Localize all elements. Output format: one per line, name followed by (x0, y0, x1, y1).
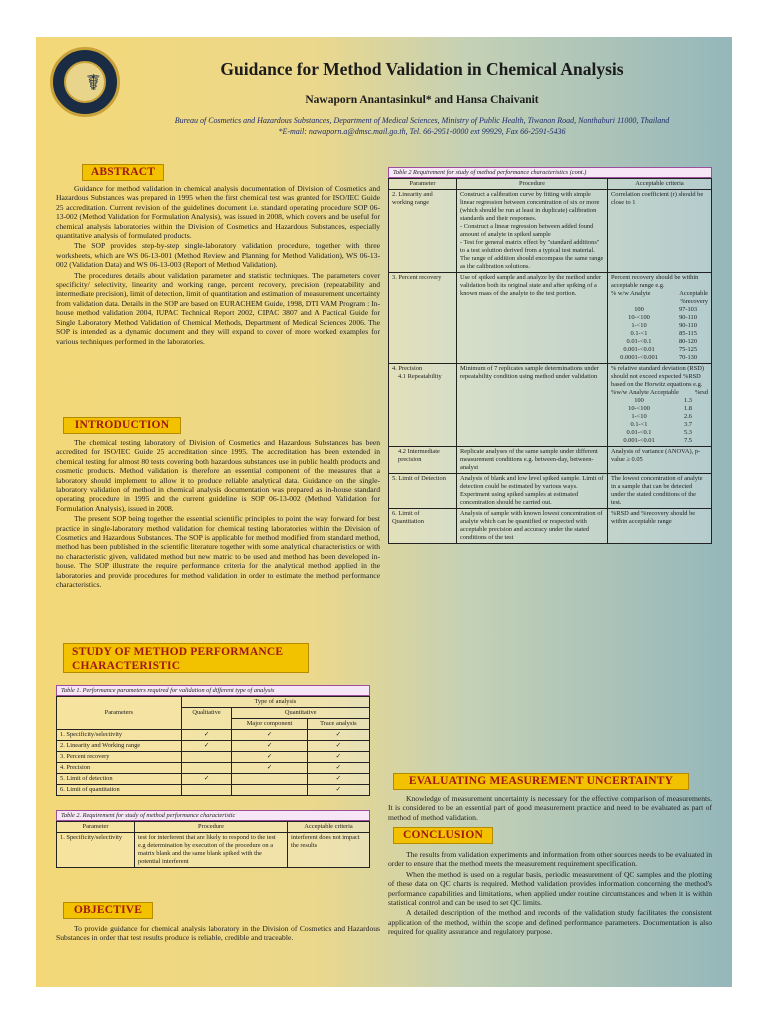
objective-heading: OBJECTIVE (63, 902, 153, 919)
abstract-paragraph-1: Guidance for method validation in chemical analysis documentation of Division of Cosmetics and Hazardous Substances was prepared in 1995 when the first chemical test was granted for ISO/IEC Guide 25 accreditation. Current revision of the guidelines document i.e. standard operating procedure SOP 06-13-002 (Method Validation for Formulation Analysis), was issued in 2008, which covers and be useful for chemical analysis laboratories within the Division of Cosmetics and Hazardous Substances, especially quantitative analysis of formulated products. (56, 184, 380, 241)
objective-body (56, 924, 380, 944)
recovery-row: 0.001-<0.01 75-125 (623, 346, 698, 353)
poster-title: Guidance for Method Validation in Chemical Analysis (220, 59, 624, 79)
table2-cont-grid: Parameter Procedure Acceptable criteria 2. Linearity and working range Construct a calibration curve by fitting with simple linear regression between concentration of six or more (which should be run at least in duplicate) calibration standards and their responses. - Construct a linear regression between added found amount of analyte in spiked sample - Test for general matrix effect by "standard additions" to a test solution derived from a typical test material. The range of addition should encompass the same range as the calibration solutions. Correlation coefficient (r) should be close to 1 3. Percent recovery Use of spiked sample and analyze by the method under validation both its original state and after spiking of a known mass of the analyte to the test portion. Percent recovery should be within acceptable range e.g. % w/w Analyte Acceptable %recovery 100 97-103 10-<100 90-110 1-<10 90-110 0.1-<1 85-115 0.01-<0.1 80-120 0.001-<0.01 75-125 0.0001-<0.001 70-130 4. Precision 4.1 Repeatability Minimum of 7 replicates sample determinations under repeatability condition using method under validation % relative standard deviation (RSD) should not exceed expected %RSD based on the Horwitz equations e.g. %w/w Analyte Acceptable %rsd 100 1.3 10-<100 1.8 1-<10 2.6 0.1-<1 3.7 0.01-<0.1 5.3 0.001-<0.01 7.5 4.2 Intermediate precision Replicate analyses of the same sample under different measurement conditions e.g. between-day, between-analyst Analysis of variance (ANOVA), p-value ≥ 0.05 5. Limit of Detection Analysis of blank and low level spiked sample. Limit of detection could be estimated by various ways. Experiment using spiked samples at estimated concentration should be carried out. The lowest concentration of analyte in a sample that can be detected under the stated conditions of the test. 6. Limit of Quantitation Analysis of sample with known lowest concentration of analyte which can be quantified or respected with acceptable precision and accuracy under the stated conditions of the test %RSD and %recovery should be within acceptable range (388, 178, 712, 544)
conclusion-body (388, 850, 712, 982)
table-row: 3. Percent recovery ✓ ✓ (57, 752, 370, 763)
rsd-row: 10-<100 1.8 (628, 405, 692, 412)
table-row: 3. Percent recovery Use of spiked sample and analyze by the method under validation both its original state and after spiking of a known mass of the analyte to the test portion. Percent recovery should be within acceptable range e.g. % w/w Analyte Acceptable %recovery 100 97-103 10-<100 90-110 1-<10 90-110 0.1-<1 85-115 0.01-<0.1 80-120 0.001-<0.01 75-125 0.0001-<0.001 70-130 (389, 273, 712, 364)
table1-header-qualitative: Qualitative (181, 708, 232, 730)
table-row: 6. Limit of quantitation ✓ (57, 785, 370, 796)
table1-header-trace: Trace analysis (307, 719, 369, 730)
conclusion-paragraph-2: When the method is used on a regular basis, periodic measurement of QC samples and the plotting of these data on QC charts is required. Method validation provides information concerning the method's performance capabilities and limitations, when applied under routine circumstances and when it is within statistical control and can be used to set QC limits. (388, 869, 712, 908)
recovery-row: 0.1-<1 85-115 (630, 330, 697, 337)
abstract-paragraph-2: The SOP provides step-by-step single-laboratory validation procedure, together with three worksheets, which are WS 06-13-001 (Method Review and Planning for Method Validation), WS 06-13-002 (Validation Data) and WS 06-13-003 (Report of Method Validation). (56, 241, 380, 270)
introduction-body (56, 438, 380, 632)
table-row: 1. Specificity/selectivity test for interferent that are likely to respond to the test e.g determination by execution of the procedure on a matrix blank and the same blank spiked with the potential interferent interferent does not impact the results (57, 833, 370, 868)
recovery-rows (611, 306, 708, 362)
table-row: 5. Limit of detection ✓ ✓ (57, 774, 370, 785)
rsd-row: 0.001-<0.01 7.5 (623, 437, 692, 444)
table-row: 1. Specificity/selectivity ✓ ✓ ✓ (57, 730, 370, 741)
conclusion-heading: CONCLUSION (393, 827, 493, 844)
table2-caption: Table 2. Requirement for study of method performance characteristic (56, 810, 370, 821)
conclusion-paragraph-1: The results from validation experiments and information from other sources needs to be evaluated in order to ensure that the method meets the measurement requirement specification. (388, 850, 712, 869)
rsd-rows (611, 397, 708, 445)
table-row: 5. Limit of Detection Analysis of blank and low level spiked sample. Limit of detection could be estimated by various ways. Experiment using spiked samples at estimated concentration should be carried out. The lowest concentration of analyte in a sample that can be detected under the stated conditions of the test. (389, 474, 712, 509)
uncertainty-heading: EVALUATING MEASUREMENT UNCERTAINTY (393, 773, 689, 790)
table2-continued (388, 167, 712, 767)
table-row: 2. Linearity and working range Construct a calibration curve by fitting with simple linear regression between concentration of six or more (which should be run at least in duplicate) calibration standards and their responses. - Construct a linear regression between added found amount of analyte in spiked sample - Test for general matrix effect by "standard additions" to a test solution derived from a typical test material. The range of addition should encompass the same range as the calibration solutions. Correlation coefficient (r) should be close to 1 (389, 190, 712, 273)
table1-header-type: Type of analysis (181, 697, 369, 708)
table1-header-major: Major component (232, 719, 307, 730)
conclusion-paragraph-3: A detailed description of the method and records of the validation study facilitates the consistent application of the method, within the scope and defined performance parameters. Documentation is also required for quality assurance and regulatory purpose. (388, 908, 712, 937)
recovery-row: 0.01-<0.1 80-120 (626, 338, 698, 345)
table1-header-quantitative: Quantitative (232, 708, 370, 719)
abstract-body (56, 184, 380, 408)
uncertainty-paragraph: Knowledge of measurement uncertainty is necessary for the effective comparison of measurements. It is considered to be an essential part of good measurement practice and need to be evaluated as part of method of method validation. (388, 794, 712, 822)
table1-grid (56, 696, 370, 796)
rsd-row: 0.1-<1 3.7 (630, 421, 692, 428)
introduction-paragraph-2: The present SOP being together the essential scientific principles to point the way forward for best practice in single-laboratory method validation for chemical testing laboratories within the Division of Cosmetics and Hazardous Substances. The SOP is applicable for method modified from standard method, method has been published in the scientific literature together with some analytical characteristics or with no characteristic given, validated method but new matric to be used and method has been developed in-house. The SOP illustrate the require performance criteria for the analytical method applied in the laboratories and provide procedures for method validation in order to estimate the method performance characteristics. (56, 514, 380, 590)
poster (36, 37, 732, 987)
table-row: 6. Limit of Quantitation Analysis of sample with known lowest concentration of analyte which can be quantified or respected with acceptable precision and accuracy under the stated conditions of the test %RSD and %recovery should be within acceptable range (389, 509, 712, 544)
table2-part1 (56, 810, 370, 868)
table1-header-parameters: Parameters (57, 697, 182, 730)
contact-email: *E-mail: nawaporn.a@dmsc.mail.go.th, Tel. 66-2951-0000 ext 99929, Fax 66-2591-5436 (278, 126, 566, 136)
abstract-paragraph-3: The procedures details about validation parameter and statistic techniques. The parameters cover specificity/ selectivity, linearity and working range, percent recovery, precision (repeatability and intermediate precision), limit of detection, limit of quantitation and estimation of measurement uncertainty from validation data. Details in the SOP are based on EURACHEM Guide, 1998, DTI VAM Program : In-house method validation 2004, IUPAC Technical Report 2002, CIPAC 3807 and A Pactical Guide for Single Laboratory Method Validation of Chemical Methods, Department of Medical Sciences 2006. The SOP is intended as a dynamic document and they will expand to cover of more worked examples for various techniques performed in the laboratories. (56, 270, 380, 346)
authors: Nawaporn Anantasinkul* and Hansa Chaivanit (305, 94, 539, 106)
table1 (56, 685, 370, 796)
affiliation-block (122, 116, 722, 137)
recovery-row: 1-<10 90-110 (631, 322, 697, 329)
table2-part1-grid: Parameter Procedure Acceptable criteria 1. Specificity/selectivity test for interferent that are likely to respond to the test e.g determination by execution of the procedure on a matrix blank and the same blank spiked with the potential interferent interferent does not impact the results (56, 821, 370, 868)
table-row: 4.2 Intermediate precision Replicate analyses of the same sample under different measurement conditions e.g. between-day, between-analyst Analysis of variance (ANOVA), p-value ≥ 0.05 (389, 447, 712, 474)
recovery-row: 100 97-103 (634, 306, 698, 313)
table1-caption: Table 1. Performance parameters required for validation of different type of analysis (56, 685, 370, 696)
table-row: 4. Precision ✓ ✓ (57, 763, 370, 774)
abstract-heading: ABSTRACT (82, 164, 164, 181)
table2-cont-caption: Table 2 Requirement for study of method performance characteristics (cont.) (388, 167, 712, 178)
rsd-row: 100 1.3 (634, 397, 692, 404)
study-heading: STUDY OF METHOD PERFORMANCE CHARACTERISTIC (63, 643, 309, 673)
objective-paragraph: To provide guidance for chemical analysis laboratory in the Division of Cosmetics and Hazardous Substances in order that test results produce is reliable, credible and traceable. (56, 924, 380, 943)
table-row: 2. Linearity and Working range ✓ ✓ ✓ (57, 741, 370, 752)
introduction-paragraph-1: The chemical testing laboratory of Division of Cosmetics and Hazardous Substances has been accredited for ISO/IEC Guide 25 accreditation since 1995. The accreditation has been extended in chemical testing for almost 80 tests covering both hazardous substances use in public health products and cosmetic products. Method validation is therefore an essential component of the measures that a laboratory should implement to allow it to produce reliable analytical data. Guidance on the single-laboratory validation of method in chemical analysis documentation was prepared as in-house standard operating procedure in 1995 and the current guideline is SOP 06-13-002 (Method Validation for Formulation Analysis), issued in 2008. (56, 438, 380, 513)
uncertainty-body (388, 794, 712, 823)
table-row: 4. Precision 4.1 Repeatability Minimum of 7 replicates sample determinations under repeatability condition using method under validation % relative standard deviation (RSD) should not exceed expected %RSD based on the Horwitz equations e.g. %w/w Analyte Acceptable %rsd 100 1.3 10-<100 1.8 1-<10 2.6 0.1-<1 3.7 0.01-<0.1 5.3 0.001-<0.01 7.5 (389, 364, 712, 447)
recovery-row: 0.0001-<0.001 70-130 (620, 354, 698, 361)
introduction-heading: INTRODUCTION (63, 417, 181, 434)
caduceus-icon: ☤ (86, 70, 101, 95)
rsd-row: 0.01-<0.1 5.3 (626, 429, 692, 436)
affiliation: Bureau of Cosmetics and Hazardous Substances, Department of Medical Sciences, Ministry of Public Health, Tiwanon Road, Nonthaburi 11000, Thailand (174, 116, 670, 125)
department-logo (50, 47, 120, 117)
recovery-row: 10-<100 90-110 (628, 314, 697, 321)
rsd-row: 1-<10 2.6 (631, 413, 692, 420)
